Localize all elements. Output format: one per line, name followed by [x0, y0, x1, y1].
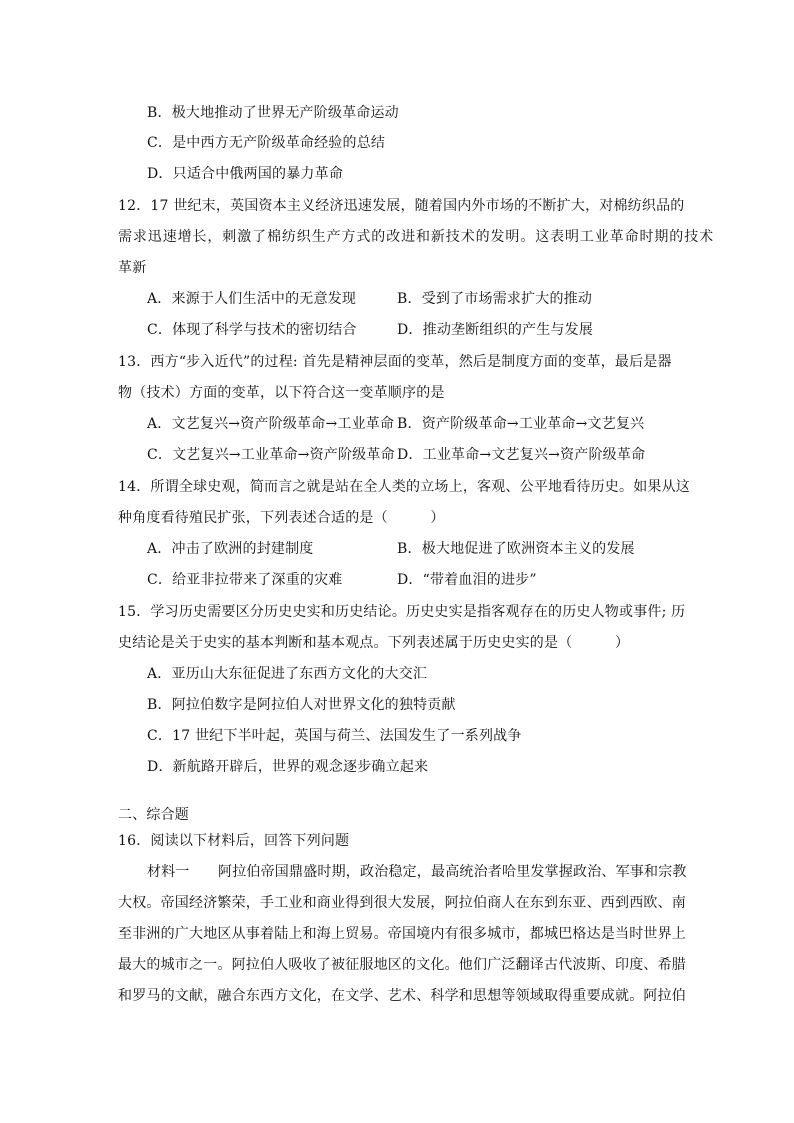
q15-stem-line-1: 15．学习历史需要区分历史史实和历史结论。历史史实是指客观存在的历史人物或事件; 历 [118, 604, 686, 620]
q14-option-c: C．给亚非拉带来了深重的灾难 [147, 572, 343, 588]
q13-stem-line-2: 物（技术）方面的变革，以下符合这一变革顺序的是 [118, 385, 445, 401]
q16-material-line-2: 大权。帝国经济繁荣，手工业和商业得到很大发展，阿拉伯商人在东到东亚、西到西欧、南 [118, 895, 686, 911]
q15-option-c: C．17 世纪下半叶起，英国与荷兰、法国发生了一系列战争 [147, 728, 522, 744]
q13-option-d: D．工业革命→文艺复兴→资产阶级革命 [397, 447, 646, 463]
q14-option-a: A．冲击了欧洲的封建制度 [147, 541, 314, 557]
q12-option-c: C．体现了科学与技术的密切结合 [147, 322, 357, 338]
q16-material-line-5: 和罗马的文献，融合东西方文化，在文学、艺术、科学和思想等领域取得重要成就。阿拉伯 [118, 988, 686, 1004]
q11-option-b: B．极大地推动了世界无产阶级革命运动 [147, 105, 399, 121]
q12-stem-line-3: 革新 [118, 260, 147, 276]
q11-option-d: D．只适合中俄两国的暴力革命 [147, 166, 344, 182]
q12-option-d: D．推动垄断组织的产生与发展 [397, 322, 594, 338]
q12-option-a: A．来源于人们生活中的无意发现 [147, 291, 357, 307]
q14-stem-line-2: 种角度看待殖民扩张，下列表述合适的是（ ） [118, 510, 445, 526]
q13-option-c: C．文艺复兴→工业革命→资产阶级革命 [147, 447, 395, 463]
q14-stem-line-1: 14．所谓全球史观，简而言之就是站在全人类的立场上，客观、公平地看待历史。如果从这 [118, 479, 691, 495]
q16-material-line-4: 最大的城市之一。阿拉伯人吸收了被征服地区的文化。他们广泛翻译古代波斯、印度、希腊 [118, 957, 686, 973]
q16-material-line-3: 至非洲的广大地区从事着陆上和海上贸易。帝国境内有很多城市，都城巴格达是当时世界上 [118, 926, 686, 942]
section-title: 二、综合题 [118, 807, 189, 823]
q16-material-line-1: 材料一 阿拉伯帝国鼎盛时期，政治稳定，最高统治者哈里发掌握政治、军事和宗教 [147, 864, 687, 880]
q14-option-d: D．“带着血泪的进步” [397, 572, 537, 588]
q16-stem: 16．阅读以下材料后，回答下列问题 [118, 833, 350, 849]
q12-stem-line-2: 需求迅速增长，刺激了棉纺织生产方式的改进和新技术的发明。这表明工业革命时期的技术 [118, 229, 714, 245]
q13-option-b: B．资产阶级革命→工业革命→文艺复兴 [397, 416, 645, 432]
q12-option-b: B．受到了市场需求扩大的推动 [397, 291, 593, 307]
q15-option-d: D．新航路开辟后，世界的观念逐步确立起来 [147, 759, 429, 775]
q14-option-b: B．极大地促进了欧洲资本主义的发展 [397, 541, 635, 557]
q15-option-b: B．阿拉伯数字是阿拉伯人对世界文化的独特贡献 [147, 697, 456, 713]
q13-stem-line-1: 13．西方“步入近代”的过程: 首先是精神层面的变革，然后是制度方面的变革，最后是器 [118, 354, 672, 370]
q15-option-a: A．亚历山大东征促进了东西方文化的大交汇 [147, 666, 428, 682]
q13-option-a: A．文艺复兴→资产阶级革命→工业革命 [147, 416, 395, 432]
q11-option-c: C．是中西方无产阶级革命经验的总结 [147, 135, 386, 151]
q12-stem-line-1: 12．17 世纪末，英国资本主义经济迅速发展，随着国内外市场的不断扩大，对棉纺织品的 [118, 198, 685, 214]
q15-stem-line-2: 史结论是关于史实的基本判断和基本观点。下列表述属于历史史实的是（ ） [118, 635, 630, 651]
